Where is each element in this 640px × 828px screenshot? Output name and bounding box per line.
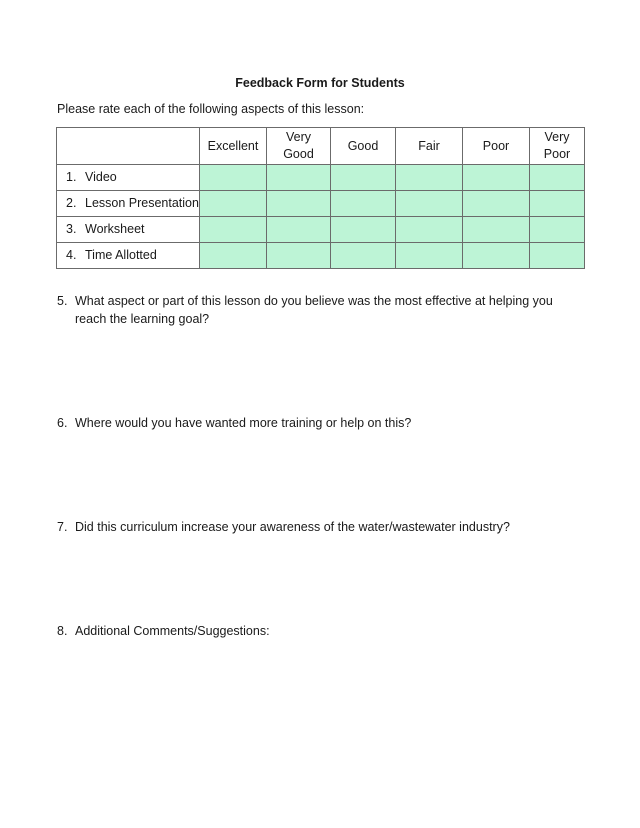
intro-text: Please rate each of the following aspects of this lesson: bbox=[57, 102, 365, 116]
row-label bbox=[57, 243, 200, 269]
question-text: Did this curriculum increase your awareness of the water/wastewater industry? bbox=[75, 520, 510, 534]
rating-cell[interactable] bbox=[463, 243, 530, 269]
header-very-good-label: Very Good bbox=[283, 130, 314, 161]
rating-cell[interactable] bbox=[200, 165, 267, 191]
rating-cell[interactable] bbox=[267, 191, 331, 217]
table-row bbox=[57, 165, 585, 191]
table-row bbox=[57, 191, 585, 217]
question-number: 8. bbox=[57, 624, 68, 638]
row-label-text: Lesson Presentation bbox=[85, 196, 199, 210]
row-number: 1. bbox=[66, 170, 77, 184]
rating-cell[interactable] bbox=[530, 165, 585, 191]
rating-cell[interactable] bbox=[463, 217, 530, 243]
rating-cell[interactable] bbox=[331, 217, 396, 243]
header-very-good bbox=[267, 128, 331, 165]
rating-cell[interactable] bbox=[267, 217, 331, 243]
table-header-row bbox=[57, 128, 585, 165]
question-7 bbox=[57, 518, 587, 536]
rating-cell[interactable] bbox=[200, 243, 267, 269]
question-text: Where would you have wanted more training or help on this? bbox=[75, 416, 412, 430]
rating-cell[interactable] bbox=[200, 191, 267, 217]
rating-cell[interactable] bbox=[396, 191, 463, 217]
rating-cell[interactable] bbox=[396, 165, 463, 191]
header-very-poor-label: Very Poor bbox=[543, 130, 571, 161]
table-row bbox=[57, 217, 585, 243]
rating-cell[interactable] bbox=[267, 243, 331, 269]
rating-cell[interactable] bbox=[331, 243, 396, 269]
header-very-poor bbox=[530, 128, 585, 165]
question-8 bbox=[57, 622, 587, 640]
rating-cell[interactable] bbox=[530, 217, 585, 243]
question-text: What aspect or part of this lesson do you believe was the most effective at helping you reach the learning goal? bbox=[75, 294, 553, 326]
rating-table bbox=[56, 127, 585, 269]
form-title: Feedback Form for Students bbox=[235, 76, 405, 90]
question-5 bbox=[57, 292, 587, 328]
rating-cell[interactable] bbox=[463, 165, 530, 191]
row-label bbox=[57, 217, 200, 243]
row-label-text: Video bbox=[85, 170, 117, 184]
rating-cell[interactable] bbox=[463, 191, 530, 217]
rating-cell[interactable] bbox=[396, 217, 463, 243]
question-number: 7. bbox=[57, 520, 68, 534]
row-number: 3. bbox=[66, 222, 77, 236]
header-poor: Poor bbox=[463, 128, 530, 165]
table-row bbox=[57, 243, 585, 269]
header-excellent: Excellent bbox=[200, 128, 267, 165]
question-number: 5. bbox=[57, 294, 68, 308]
header-good: Good bbox=[331, 128, 396, 165]
question-number: 6. bbox=[57, 416, 68, 430]
rating-cell[interactable] bbox=[200, 217, 267, 243]
row-label-text: Worksheet bbox=[85, 222, 145, 236]
row-label bbox=[57, 165, 200, 191]
question-6 bbox=[57, 414, 587, 432]
rating-cell[interactable] bbox=[331, 191, 396, 217]
row-number: 2. bbox=[66, 196, 77, 210]
row-label bbox=[57, 191, 200, 217]
question-text: Additional Comments/Suggestions: bbox=[75, 624, 270, 638]
header-blank bbox=[57, 128, 200, 165]
row-label-text: Time Allotted bbox=[85, 248, 157, 262]
header-fair: Fair bbox=[396, 128, 463, 165]
row-number: 4. bbox=[66, 248, 77, 262]
rating-cell[interactable] bbox=[530, 243, 585, 269]
rating-cell[interactable] bbox=[396, 243, 463, 269]
rating-cell[interactable] bbox=[331, 165, 396, 191]
rating-cell[interactable] bbox=[530, 191, 585, 217]
rating-cell[interactable] bbox=[267, 165, 331, 191]
